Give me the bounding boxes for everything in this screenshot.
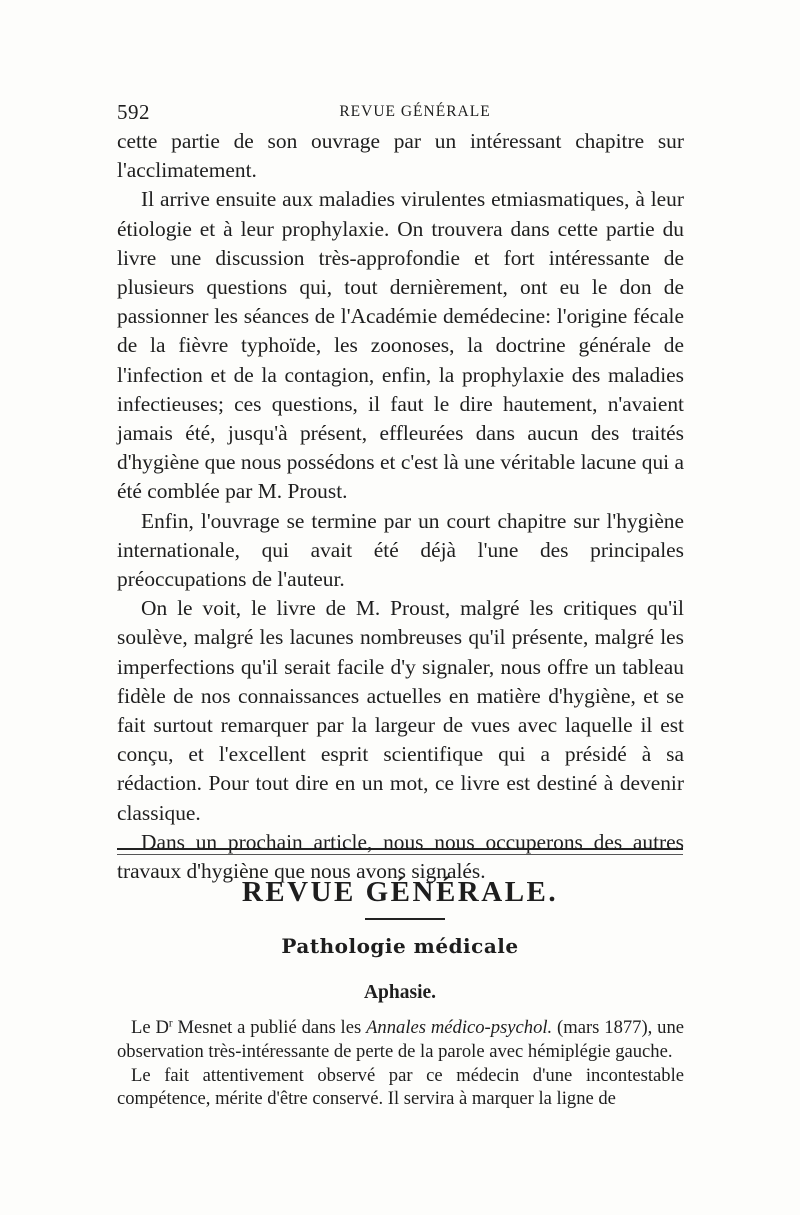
article-title: Aphasie. bbox=[363, 982, 437, 1003]
superscript: r bbox=[168, 1017, 173, 1030]
paragraph: Il arrive ensuite aux maladies virulentes etmiasmatiques, à leur étiologie et à leur prophylaxie. On trouvera dans cette partie du livre une discussion très-approfondie et fort intéressante de plusieurs questions qui, tout dernièrement, ont eu le don de passionner les séances de l'Académie demédecine: l'origine fécale de la fièvre typhoïde, les zoonoses, la doctrine générale de l'infection et de la contagion, enfin, la prophylaxie des maladies infectieuses; ces questions, il faut le dire hautement, n'avaient jamais été, jusqu'à présent, effleurées dans aucun des traités d'hygiène que nous possédons et c'est là une véritable lacune qui a été comblée par M. Proust. bbox=[117, 187, 684, 504]
running-head bbox=[117, 100, 683, 124]
journal-title: Annales médico-psychol. bbox=[366, 1017, 553, 1038]
text-run: Le D bbox=[131, 1017, 169, 1038]
subsection-heading: Pathologie médicale bbox=[281, 934, 519, 958]
text-run: (mars 1877), une observation très-intéressante de perte de la parole avec hémiplégie gauche. bbox=[117, 1017, 685, 1062]
section-title: REVUE GÉNÉRALE. bbox=[241, 876, 559, 908]
paragraph: Dans un prochain article, nous nous occuperons des autres travaux d'hygiène que nous avons signalés. bbox=[117, 829, 684, 884]
paragraph: On le voit, le livre de M. Proust, malgré les critiques qu'il soulève, malgré les lacunes nombreuses qu'il présente, malgré les imperfections qu'il serait facile d'y signaler, nous offre un tableau fidèle de nos connaissances actuelles en matière d'hygiène, et se fait surtout remarquer par la largeur de vues avec laquelle il est conçu, et l'excellent esprit scientifique qui a présidé à sa rédaction. Pour tout dire en un mot, ce livre est destiné à devenir classique. bbox=[117, 596, 684, 825]
page-number: 592 bbox=[117, 100, 150, 124]
text-run: Mesnet a publié dans les bbox=[172, 1017, 367, 1038]
title-underline bbox=[365, 918, 445, 920]
article-paragraph: Le fait attentivement observé par ce médecin d'une incontestable compétence, mérite d'être conservé. Il servira à marquer la ligne de bbox=[117, 1064, 684, 1110]
paragraph: cette partie de son ouvrage par un intéressant chapitre sur l'acclimatement. bbox=[117, 129, 684, 183]
main-text bbox=[117, 127, 684, 886]
paragraph: Enfin, l'ouvrage se termine par un court chapitre sur l'hygiène internationale, qui avait été déjà l'une des principales préoccupations de l'auteur. bbox=[117, 508, 684, 592]
section-divider-thin bbox=[117, 854, 683, 855]
running-title: REVUE GÉNÉRALE bbox=[339, 103, 491, 120]
article-text bbox=[117, 1016, 684, 1111]
article-paragraph bbox=[117, 1016, 684, 1064]
section-divider bbox=[117, 848, 683, 850]
